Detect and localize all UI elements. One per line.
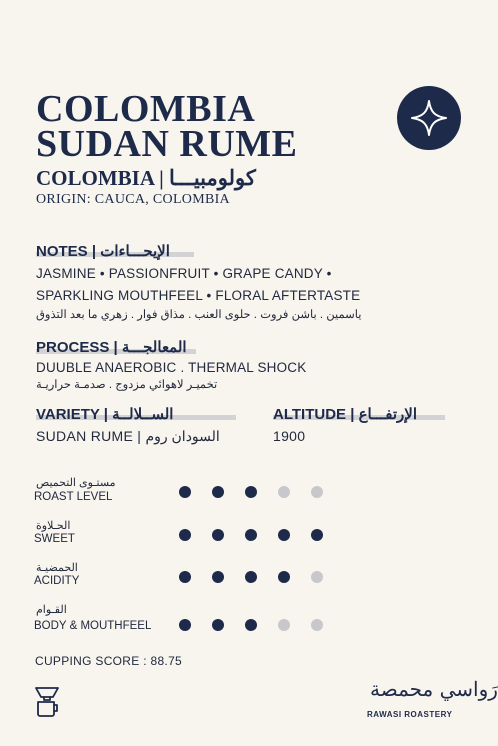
body-label: BODY & MOUTHFEEL [34, 620, 152, 632]
variety-value: SUDAN RUME | السودان روم [36, 428, 220, 444]
brand-logo-english: RAWASI ROASTERY [367, 710, 453, 719]
filled-dot [179, 619, 191, 631]
process-line-1: DUUBLE ANAEROBIC . THERMAL SHOCK [36, 360, 307, 375]
roast-level-arabic: مستـوى التحميص [36, 477, 116, 489]
filled-dot [278, 529, 290, 541]
filled-dot [179, 486, 191, 498]
roast-level-label: ROAST LEVEL [34, 491, 113, 503]
roast-level-dots [179, 486, 323, 498]
pour-over-coffee-icon [34, 686, 60, 723]
title-line-2: SUDAN RUME [36, 123, 298, 165]
filled-dot [245, 529, 257, 541]
notes-arabic: ياسمين . باشن فروت . حلوى العنب . مذاق فوار . زهري ما بعد التذوق [36, 309, 362, 321]
country-label: COLOMBIA | كولومبيـــا [36, 166, 256, 190]
process-arabic: تخميـر لاهوائي مزدوج . صدمـة حراريـة [36, 379, 218, 391]
empty-dot [278, 619, 290, 631]
star-badge [397, 86, 461, 150]
sweet-label: SWEET [34, 533, 75, 545]
title-line-1: COLOMBIA [36, 88, 256, 130]
filled-dot [278, 571, 290, 583]
empty-dot [311, 486, 323, 498]
notes-line-2: SPARKLING MOUTHFEEL • FLORAL AFTERTASTE [36, 288, 361, 303]
sparkle-star-icon [409, 98, 449, 138]
brand-logo-arabic: رَواسي محمصة [370, 677, 498, 701]
origin-label: ORIGIN: CAUCA, COLOMBIA [36, 192, 230, 207]
empty-dot [311, 619, 323, 631]
filled-dot [179, 529, 191, 541]
filled-dot [212, 486, 224, 498]
body-dots [179, 619, 323, 631]
altitude-value: 1900 [273, 428, 306, 444]
acidity-label: ACIDITY [34, 575, 80, 587]
filled-dot [245, 619, 257, 631]
empty-dot [278, 486, 290, 498]
filled-dot [212, 571, 224, 583]
notes-heading: NOTES | الإيحـــاءات [36, 243, 170, 260]
sweet-arabic: الحـلاوة [36, 520, 71, 532]
variety-heading: VARIETY | الســلالــة [36, 406, 174, 423]
acidity-dots [179, 571, 323, 583]
filled-dot [212, 619, 224, 631]
acidity-arabic: الحمضيـة [36, 562, 78, 574]
filled-dot [245, 486, 257, 498]
body-arabic: القـوام [36, 604, 67, 616]
cupping-score: CUPPING SCORE : 88.75 [35, 654, 183, 668]
empty-dot [311, 571, 323, 583]
process-heading: PROCESS | المعالجـــة [36, 339, 187, 356]
filled-dot [212, 529, 224, 541]
coffee-title [36, 88, 298, 165]
filled-dot [311, 529, 323, 541]
filled-dot [179, 571, 191, 583]
notes-line-1: JASMINE • PASSIONFRUIT • GRAPE CANDY • [36, 266, 332, 281]
filled-dot [245, 571, 257, 583]
sweet-dots [179, 529, 323, 541]
altitude-heading: ALTITUDE | الإرتفـــاع [273, 406, 418, 423]
